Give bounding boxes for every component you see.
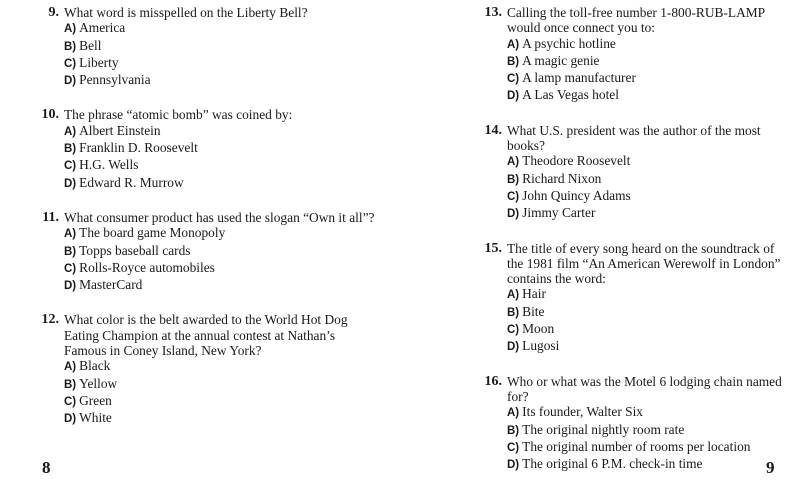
answer-option — [64, 410, 380, 427]
answer-text: Its founder, Walter Six — [522, 404, 644, 420]
answer-letter: D) — [64, 177, 77, 190]
question-number: 10. — [41, 107, 59, 123]
answer-text: Albert Einstein — [79, 122, 161, 138]
answer-text: John Quincy Adams — [522, 187, 631, 203]
answer-option — [64, 55, 380, 72]
answer-text: A magic genie — [522, 52, 600, 68]
answer-option — [64, 175, 380, 192]
answer-text: Richard Nixon — [522, 170, 602, 186]
answer-text: Black — [79, 358, 111, 374]
answer-text: Yellow — [79, 375, 118, 391]
answer-option — [64, 72, 380, 89]
answer-text: Theodore Roosevelt — [522, 153, 631, 169]
question-number: 13. — [484, 5, 502, 20]
answer-letter: D) — [64, 280, 77, 293]
answer-letter: B) — [64, 378, 77, 391]
answer-letter: D) — [64, 413, 77, 426]
answer-option — [507, 188, 793, 205]
answer-letter: D) — [507, 341, 520, 354]
answer-text: Lugosi — [522, 338, 560, 354]
question-9 — [20, 5, 380, 89]
answer-option — [64, 358, 380, 375]
question-text: What word is misspelled on the Liberty Bell? — [64, 5, 308, 20]
answer-text: The original nightly room rate — [522, 421, 685, 437]
answer-letter: A) — [64, 125, 77, 138]
question-number: 15. — [484, 240, 502, 256]
answer-option — [64, 157, 380, 174]
answer-option — [507, 404, 793, 421]
answer-text: Green — [79, 392, 112, 408]
answer-text: Rolls-Royce automobiles — [79, 259, 215, 275]
question-16 — [463, 374, 793, 474]
answer-option — [507, 321, 793, 338]
answer-text: Edward R. Murrow — [79, 174, 184, 190]
answer-letter: A) — [64, 228, 77, 241]
answer-option — [507, 205, 793, 222]
question-text: Who or what was the Motel 6 lodging chain named for? — [507, 373, 782, 404]
answer-letter: B) — [64, 143, 77, 156]
question-text: The phrase “atomic bomb” was coined by: — [64, 107, 293, 123]
answer-option — [507, 456, 793, 473]
answer-option — [507, 338, 793, 355]
answer-text: Bite — [522, 303, 545, 319]
answer-letter: C) — [507, 190, 520, 203]
answer-option — [64, 140, 380, 157]
question-12 — [20, 312, 380, 427]
page-number-left: 8 — [42, 458, 51, 477]
question-text: The title of every song heard on the soundtrack of the 1981 film “An American Werewolf in London” contains the word: — [507, 240, 781, 287]
answer-option — [64, 393, 380, 410]
answer-letter: D) — [507, 459, 520, 472]
answer-text: The original 6 P.M. check-in time — [522, 456, 703, 472]
answer-text: A psychic hotline — [522, 35, 616, 51]
answer-option — [507, 87, 793, 104]
question-14 — [463, 123, 793, 223]
answer-letter: C) — [64, 160, 77, 173]
question-text: Calling the toll-free number 1-800-RUB-LAMP would once connect you to: — [507, 5, 765, 36]
answer-text: Bell — [79, 37, 102, 53]
answer-option — [507, 422, 793, 439]
answer-text: Hair — [522, 286, 546, 302]
answer-letter: D) — [64, 75, 77, 88]
answer-letter: C) — [64, 57, 77, 70]
answer-text: The original number of rooms per location — [522, 438, 751, 454]
answer-text: H.G. Wells — [79, 157, 139, 173]
answer-text: A lamp manufacturer — [522, 70, 636, 86]
answer-text: Franklin D. Roosevelt — [79, 140, 198, 156]
question-text: What U.S. president was the author of the most books? — [507, 122, 761, 154]
answer-text: Moon — [522, 321, 555, 337]
answer-text: Topps baseball cards — [79, 242, 191, 258]
answer-text: America — [79, 20, 126, 36]
answer-option — [64, 20, 380, 37]
page-number-right: 9 — [766, 458, 775, 477]
answer-text: White — [79, 410, 112, 426]
answer-letter: A) — [507, 156, 520, 169]
answer-letter: A) — [64, 361, 77, 374]
answer-letter: D) — [507, 90, 520, 103]
answer-option — [507, 36, 793, 53]
question-15 — [463, 241, 793, 356]
answer-letter: C) — [507, 441, 520, 454]
answer-option — [64, 38, 380, 55]
answer-text: Liberty — [79, 54, 119, 70]
answer-text: A Las Vegas hotel — [522, 87, 619, 103]
answer-option — [507, 171, 793, 188]
answer-option — [64, 225, 380, 242]
answer-option — [507, 304, 793, 321]
answer-option — [64, 243, 380, 260]
answer-letter: A) — [507, 407, 520, 420]
question-number: 9. — [48, 5, 59, 20]
answer-option — [64, 123, 380, 140]
question-number: 12. — [41, 312, 59, 328]
answer-letter: B) — [64, 40, 77, 53]
answer-letter: A) — [64, 23, 77, 36]
answer-option — [507, 286, 793, 303]
answer-option — [507, 70, 793, 87]
answer-letter: C) — [64, 262, 77, 275]
answer-option — [507, 439, 793, 456]
answer-letter: A) — [507, 38, 520, 51]
question-number: 11. — [42, 209, 59, 225]
answer-letter: C) — [64, 395, 77, 408]
answer-text: The board game Monopoly — [79, 225, 226, 241]
answer-text: Pennsylvania — [79, 72, 151, 88]
question-text: What consumer product has used the slogan “Own it all”? — [64, 209, 375, 225]
answer-option — [507, 153, 793, 170]
question-number: 16. — [484, 373, 502, 389]
answer-letter: B) — [507, 55, 520, 68]
answer-option — [507, 53, 793, 70]
answer-letter: B) — [64, 245, 77, 258]
question-11 — [20, 210, 380, 294]
question-text: What color is the belt awarded to the World Hot Dog Eating Champion at the annual contest at Nathan’s Famous in Coney Island, New York? — [64, 312, 348, 359]
answer-option — [64, 260, 380, 277]
answer-letter: A) — [507, 289, 520, 302]
question-13 — [463, 5, 793, 105]
answer-option — [64, 376, 380, 393]
answer-letter: B) — [507, 173, 520, 186]
answer-letter: C) — [507, 73, 520, 86]
question-number: 14. — [484, 122, 502, 138]
answer-letter: D) — [507, 208, 520, 221]
answer-text: Jimmy Carter — [522, 205, 596, 221]
right-page-questions — [463, 5, 793, 491]
question-10 — [20, 107, 380, 191]
answer-option — [64, 277, 380, 294]
answer-text: MasterCard — [79, 277, 143, 293]
answer-letter: B) — [507, 424, 520, 437]
answer-letter: B) — [507, 306, 520, 319]
answer-letter: C) — [507, 324, 520, 337]
left-page-questions — [20, 5, 380, 446]
